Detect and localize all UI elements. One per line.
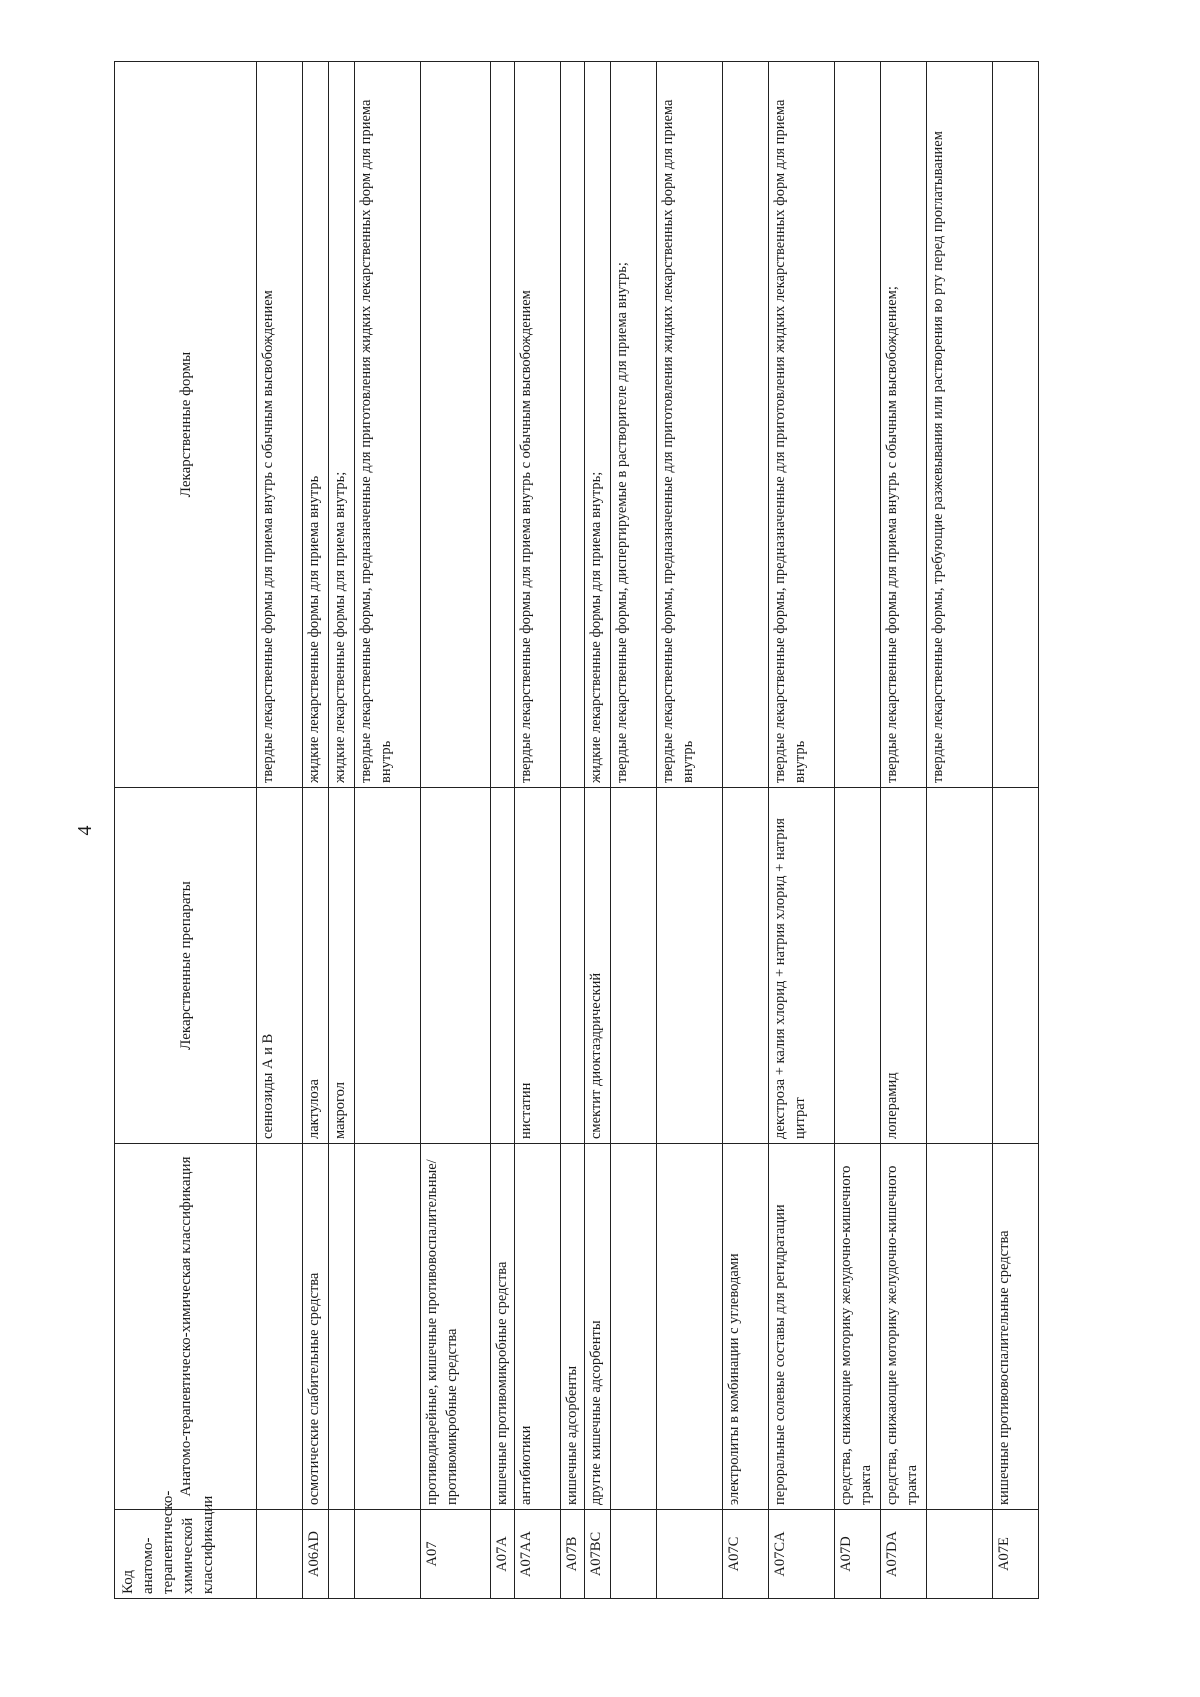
cell-classification xyxy=(611,1144,657,1510)
cell-classification xyxy=(355,1144,421,1510)
cell-classification: кишечные противовоспалительные средства xyxy=(993,1144,1039,1510)
cell-drug xyxy=(927,788,993,1144)
cell-code xyxy=(927,1510,993,1599)
cell-code: A07B xyxy=(561,1510,585,1599)
cell-code: A07 xyxy=(421,1510,491,1599)
cell-drug: смектит диоктаэдрический xyxy=(585,788,611,1144)
cell-drug: лоперамид xyxy=(881,788,927,1144)
cell-classification: средства, снижающие моторику желудочно-кишечного тракта xyxy=(881,1144,927,1510)
cell-classification: антибиотики xyxy=(515,1144,561,1510)
table-row xyxy=(257,62,303,1599)
cell-code: A07E xyxy=(993,1510,1039,1599)
cell-classification: пероральные солевые составы для регидратации xyxy=(769,1144,835,1510)
header-drugs: Лекарственные препараты xyxy=(115,788,257,1144)
cell-classification: кишечные адсорбенты xyxy=(561,1144,585,1510)
cell-code: A06AD xyxy=(303,1510,329,1599)
table-row xyxy=(561,62,585,1599)
cell-forms xyxy=(421,62,491,788)
rotated-content xyxy=(74,62,1064,1599)
cell-code: A07BC xyxy=(585,1510,611,1599)
cell-drug: декстроза + калия хлорид + натрия хлорид + натрия цитрат xyxy=(769,788,835,1144)
table-row xyxy=(769,62,835,1599)
cell-code xyxy=(611,1510,657,1599)
cell-drug: нистатин xyxy=(515,788,561,1144)
cell-forms xyxy=(723,62,769,788)
cell-drug xyxy=(491,788,515,1144)
cell-code xyxy=(355,1510,421,1599)
cell-code xyxy=(329,1510,355,1599)
table-row xyxy=(585,62,611,1599)
table-row xyxy=(421,62,491,1599)
cell-classification xyxy=(927,1144,993,1510)
cell-forms: твердые лекарственные формы, требующие разжевывания или растворения во рту перед проглатыванием xyxy=(927,62,993,788)
table-row xyxy=(835,62,881,1599)
table-row xyxy=(657,62,723,1599)
cell-forms xyxy=(491,62,515,788)
cell-drug xyxy=(355,788,421,1144)
cell-drug: сеннозиды А и В xyxy=(257,788,303,1144)
cell-forms: твердые лекарственные формы для приема внутрь с обычным высвобождением xyxy=(515,62,561,788)
table-row xyxy=(993,62,1039,1599)
table-row xyxy=(881,62,927,1599)
header-classification: Анатомо-терапевтическо-химическая классификация xyxy=(115,1144,257,1510)
cell-code xyxy=(257,1510,303,1599)
table-row xyxy=(723,62,769,1599)
cell-drug xyxy=(561,788,585,1144)
cell-classification: кишечные противомикробные средства xyxy=(491,1144,515,1510)
cell-forms: жидкие лекарственные формы для приема внутрь xyxy=(303,62,329,788)
cell-classification: осмотические слабительные средства xyxy=(303,1144,329,1510)
header-forms: Лекарственные формы xyxy=(115,62,257,788)
cell-drug xyxy=(835,788,881,1144)
cell-forms xyxy=(993,62,1039,788)
cell-forms: твердые лекарственные формы, диспергируемые в растворителе для приема внутрь; xyxy=(611,62,657,788)
cell-drug xyxy=(993,788,1039,1144)
cell-classification: электролиты в комбинации с углеводами xyxy=(723,1144,769,1510)
cell-forms: твердые лекарственные формы, предназначенные для приготовления жидких лекарственных форм для приема внутрь xyxy=(355,62,421,788)
cell-code: A07DA xyxy=(881,1510,927,1599)
table-row xyxy=(303,62,329,1599)
cell-code xyxy=(657,1510,723,1599)
table-row xyxy=(329,62,355,1599)
cell-classification xyxy=(657,1144,723,1510)
cell-drug: макрогол xyxy=(329,788,355,1144)
table-row xyxy=(515,62,561,1599)
header-code: Код анатомо-терапевтическо-химической классификации xyxy=(115,1510,257,1599)
cell-forms xyxy=(561,62,585,788)
page-number: 4 xyxy=(74,825,96,836)
cell-forms: жидкие лекарственные формы для приема внутрь; xyxy=(329,62,355,788)
cell-code: A07CA xyxy=(769,1510,835,1599)
cell-classification: противодиарейные, кишечные противовоспалительные/противомикробные средства xyxy=(421,1144,491,1510)
cell-drug xyxy=(611,788,657,1144)
cell-drug xyxy=(723,788,769,1144)
cell-drug xyxy=(657,788,723,1144)
cell-code: A07AA xyxy=(515,1510,561,1599)
cell-classification xyxy=(257,1144,303,1510)
cell-classification: другие кишечные адсорбенты xyxy=(585,1144,611,1510)
cell-forms: твердые лекарственные формы для приема внутрь с обычным высвобождением; xyxy=(881,62,927,788)
table-row xyxy=(611,62,657,1599)
cell-classification xyxy=(329,1144,355,1510)
cell-code: A07C xyxy=(723,1510,769,1599)
cell-forms: твердые лекарственные формы для приема внутрь с обычным высвобождением xyxy=(257,62,303,788)
cell-forms: твердые лекарственные формы, предназначенные для приготовления жидких лекарственных форм для приема внутрь xyxy=(769,62,835,788)
table-row xyxy=(491,62,515,1599)
cell-forms: твердые лекарственные формы, предназначенные для приготовления жидких лекарственных форм для приема внутрь xyxy=(657,62,723,788)
table-row xyxy=(355,62,421,1599)
cell-code: A07A xyxy=(491,1510,515,1599)
drug-table xyxy=(114,61,1039,1599)
cell-forms xyxy=(835,62,881,788)
table-header-row xyxy=(115,62,257,1599)
cell-classification: средства, снижающие моторику желудочно-кишечного тракта xyxy=(835,1144,881,1510)
cell-drug: лактулоза xyxy=(303,788,329,1144)
table-row xyxy=(927,62,993,1599)
cell-forms: жидкие лекарственные формы для приема внутрь; xyxy=(585,62,611,788)
cell-drug xyxy=(421,788,491,1144)
cell-code: A07D xyxy=(835,1510,881,1599)
